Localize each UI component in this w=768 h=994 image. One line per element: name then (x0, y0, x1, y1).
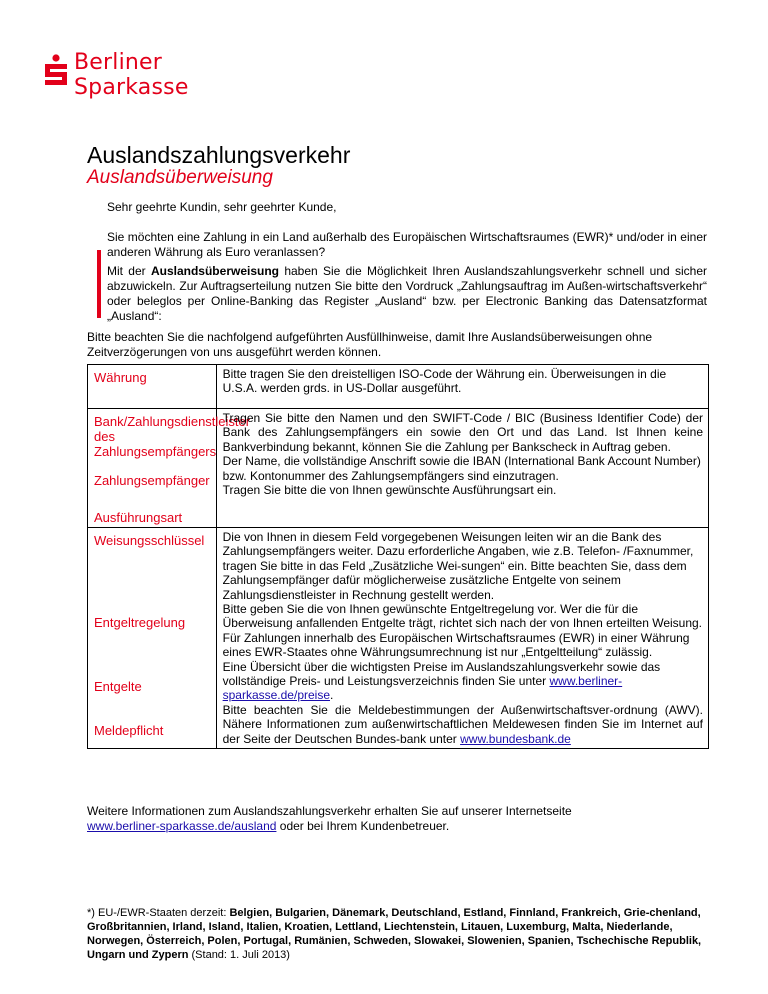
footnote (87, 906, 709, 962)
instructions-table (87, 364, 709, 749)
label-group-2 (88, 528, 217, 749)
brand-line-1: Berliner (74, 50, 163, 75)
page-subtitle: Auslandsüberweisung (87, 167, 273, 188)
label-waehrung (88, 365, 217, 409)
meldepflicht-text: Bitte beachten Sie die Meldebestimmungen der Außenwirtschaftsver-ordnung (AWV). Nähere Informationen zum außenwirtschaftlichen Meldewesen finden Sie im Internet auf der Seite der Deutschen Bundes-bank unter (222, 702, 703, 746)
text-weisungsschluessel: Die von Ihnen in diesem Feld vorgegebenen Weisungen leiten wir an die Bank des Zahlungsempfängers weiter. Dazu erforderliche Angaben, wie z.B. Telefon- /Faxnummer, tragen Sie bitte in das Feld „Zusätzliche Wei-sungen“ ein. Bitte beachten Sie, dass dem Zahlungsempfänger dafür möglicherweise zusätzliche Entgelte von seinem Zahlungsdienstleister in Rechnung gestellt werden. (222, 530, 694, 602)
footnote-countries: Belgien, Bulgarien, Dänemark, Deutschland, Estland, Finnland, Frankreich, Grie-chenland, Großbritannien, Irland, Island, Italien, Kroatien, Lettland, Liechtenstein, Litauen, Luxemburg, Malta, Niederlande, Norwegen, Österreich, Polen, Portugal, Rumänien, Schweden, Slowakei, Slowenien, Spanien, Tschechische Republik, Ungarn und Zypern (87, 907, 702, 961)
entgelte-text: Eine Übersicht über die wichtigsten Preise im Auslandszahlungsverkehr sowie das vollständige Preis- und Leistungsverzeichnis finden Sie unter (222, 659, 661, 689)
intro2-after: haben Sie die Möglichkeit Ihren Auslandszahlungsverkehr schnell und sicher abzuwickeln. Zur Auftragserteilung nutzen Sie bitte den Vordruck „Zahlungsauftrag im Außen-wirtschaftsverkehr“ oder beleglos per Online-Banking das Register „Ausland“ bzw. per Electronic Banking das Datensatzformat „Ausland“: (107, 264, 707, 323)
label-ausfuehrungsart: Ausführungsart (94, 510, 183, 525)
label-text: Währung (94, 370, 147, 385)
text-meldepflicht (223, 703, 703, 746)
table-row (88, 409, 709, 528)
label-bank: Bank/Zahlungsdienstleister des Zahlungsempfängers (94, 414, 251, 459)
more-text: Weitere Informationen zum Auslandszahlungsverkehr erhalten Sie auf unserer Internetseite (87, 804, 572, 818)
accent-bar (97, 250, 101, 318)
text-bank: Tragen Sie bitte den Namen und den SWIFT-Code / BIC (Business Identifier Code) der Bank des Zahlungsempfängers ein sowie den Ort und das Land. Ist Ihnen keine Bankverbindung bekannt, können Sie die Zahlung per Bankscheck in Auftrag geben. (222, 411, 703, 454)
text-group-1 (216, 409, 708, 528)
footnote-prefix: *) EU-/EWR-Staaten derzeit: (87, 907, 227, 919)
text-ausfuehrungsart: Tragen Sie bitte die von Ihnen gewünschte Ausführungsart ein. (222, 483, 557, 498)
label-weisungsschluessel: Weisungsschlüssel (94, 533, 205, 548)
text-empfaenger: Der Name, die vollständige Anschrift sowie die IBAN (International Bank Account Number) bzw. Kontonummer des Zahlungsempfängers sind einzutragen. (222, 454, 701, 483)
label-group-1 (88, 409, 251, 528)
table-row (88, 365, 709, 409)
text-group-2 (216, 528, 708, 749)
intro2-bold: Auslandsüberweisung (150, 264, 279, 278)
brand-name (74, 50, 189, 100)
table-row (88, 528, 709, 749)
brand-line-2: Sparkasse (74, 75, 189, 100)
more-info (87, 804, 707, 834)
intro2-before: Mit der (107, 264, 146, 278)
sparkasse-s-icon (44, 54, 68, 90)
preise-link[interactable]: www.berliner-sparkasse.de/preise (222, 674, 623, 703)
ausland-link[interactable]: www.berliner-sparkasse.de/ausland (87, 819, 277, 833)
intro-paragraph-1: Sie möchten eine Zahlung in ein Land außerhalb des Europäischen Wirtschaftsraumes (EWR)* und/oder in einer anderen Währung als Euro veranlassen? (107, 230, 707, 259)
label-entgeltregelung: Entgeltregelung (94, 615, 186, 630)
footnote-stand: (Stand: 1. Juli 2013) (191, 949, 290, 961)
page-title: Auslandszahlungsverkehr (87, 142, 351, 168)
text-waehrung: Bitte tragen Sie den dreistelligen ISO-Code der Währung ein. Überweisungen in die U.S.A. werden grds. in US-Dollar ausgeführt. (216, 365, 708, 409)
label-meldepflicht: Meldepflicht (94, 723, 164, 738)
bundesbank-link[interactable]: www.bundesbank.de (460, 731, 571, 746)
fill-in-note: Bitte beachten Sie die nachfolgend aufgeführten Ausfüllhinweise, damit Ihre Auslandsüberweisungen ohne Zeitverzögerungen von uns ausgeführt werden können. (87, 330, 653, 359)
sparkasse-logo (44, 50, 189, 100)
text-entgelte: Eine Übersicht über die wichtigsten Preise im Auslandszahlungsverkehr sowie das vollständige Preis- und Leistungsverzeichnis finden Sie unter www.berliner-sparkasse.de/preise. (222, 659, 661, 703)
intro-paragraph-2 (107, 264, 707, 324)
label-empfaenger: Zahlungsempfänger (94, 473, 210, 488)
text-entgeltregelung: Bitte geben Sie die von Ihnen gewünschte Entgeltregelung vor. Wer die für die Überweisung anfallenden Entgelte trägt, richtet sich nach der von Ihnen erteilten Weisung. Für Zahlungen innerhalb des Europäischen Wirtschaftsraumes (EWR) in einer Währung eines EWR-Staates ohne Währungsumrechnung ist nur „Entgeltteilung“ zulässig. (222, 602, 703, 660)
salutation: Sehr geehrte Kundin, sehr geehrter Kunde, (107, 200, 337, 214)
label-entgelte: Entgelte (94, 679, 142, 694)
more-after: oder bei Ihrem Kundenbetreuer. (279, 819, 450, 833)
